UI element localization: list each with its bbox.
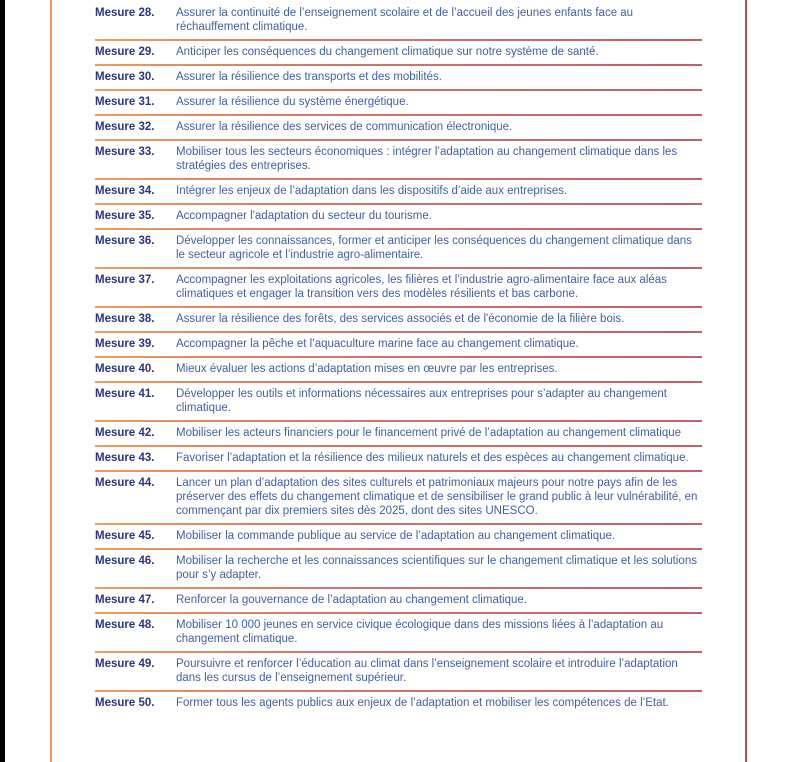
measure-number: Mesure 39. — [95, 338, 155, 350]
measure-row — [95, 692, 702, 715]
measure-row — [95, 2, 702, 39]
measure-text: Assurer la résilience des transports et des mobilités. — [176, 71, 442, 83]
measure-row — [95, 269, 702, 306]
measure-text: Intégrer les enjeux de l’adaptation dans les dispositifs d’aide aux entreprises. — [176, 185, 568, 197]
measure-text: Assurer la continuité de l’enseignement scolaire et de l’accueil des jeunes enfants face au réchauffement climatique. — [176, 7, 634, 33]
measure-number: Mesure 28. — [95, 7, 155, 19]
measure-text: Favoriser l’adaptation et la résilience des milieux naturels et des espèces au changement climatique. — [176, 452, 689, 464]
measure-number: Mesure 43. — [95, 452, 155, 464]
measure-text: Assurer la résilience des services de communication électronique. — [176, 121, 513, 133]
measure-number: Mesure 30. — [95, 71, 155, 83]
measure-row — [95, 614, 702, 651]
measure-row — [95, 525, 702, 548]
measure-text: Développer les connaissances, former et anticiper les conséquences du changement climatique dans le secteur agricole et l’industrie agro-alimentaire. — [176, 235, 692, 261]
measure-number: Mesure 34. — [95, 185, 155, 197]
measure-row — [95, 205, 702, 228]
measure-row — [95, 447, 702, 470]
measures-list — [95, 2, 702, 715]
measure-number: Mesure 42. — [95, 427, 155, 439]
left-vertical-rule — [50, 0, 52, 762]
measure-text: Assurer la résilience du système énergétique. — [176, 96, 409, 108]
measure-number: Mesure 36. — [95, 235, 155, 247]
measure-text: Poursuivre et renforcer l’éducation au climat dans l’enseignement scolaire et introduire l’adaptation dans les cursus de l’enseignement supérieur. — [176, 658, 678, 684]
measure-number: Mesure 38. — [95, 313, 155, 325]
measure-text: Mobiliser les acteurs financiers pour le financement privé de l’adaptation au changement climatique — [176, 427, 682, 439]
measure-number: Mesure 40. — [95, 363, 155, 375]
measure-number: Mesure 45. — [95, 530, 155, 542]
measure-text: Accompagner les exploitations agricoles, les filières et l’industrie agro-alimentaire face aux aléas climatiques et engager la transition vers des modèles résilients et bas carbone. — [176, 274, 667, 300]
measure-text: Accompagner l'adaptation du secteur du tourisme. — [176, 210, 432, 222]
measure-text: Mobiliser la recherche et les connaissances scientifiques sur le changement climatique et les solutions pour s’y adapter. — [176, 555, 697, 581]
measure-number: Mesure 46. — [95, 555, 155, 567]
measure-number: Mesure 50. — [95, 697, 155, 709]
measure-number: Mesure 41. — [95, 388, 155, 400]
right-vertical-rule — [745, 0, 747, 762]
measure-row — [95, 308, 702, 331]
measure-number: Mesure 44. — [95, 477, 155, 489]
measure-number: Mesure 32. — [95, 121, 155, 133]
measure-text: Mobiliser la commande publique au service de l’adaptation au changement climatique. — [176, 530, 616, 542]
page-edge-bar — [0, 0, 5, 762]
measure-row — [95, 653, 702, 690]
measure-row — [95, 141, 702, 178]
measure-text: Mobiliser tous les secteurs économiques : intégrer l’adaptation au changement climatique dans les stratégies des entreprises. — [176, 146, 678, 172]
measure-number: Mesure 37. — [95, 274, 155, 286]
measure-row — [95, 230, 702, 267]
measure-row — [95, 589, 702, 612]
measure-number: Mesure 31. — [95, 96, 155, 108]
measure-number: Mesure 35. — [95, 210, 155, 222]
measure-row — [95, 550, 702, 587]
measure-text: Accompagner la pêche et l’aquaculture marine face au changement climatique. — [176, 338, 579, 350]
measure-number: Mesure 47. — [95, 594, 155, 606]
measure-number: Mesure 33. — [95, 146, 155, 158]
measure-text: Développer les outils et informations nécessaires aux entreprises pour s’adapter au changement climatique. — [176, 388, 667, 414]
measure-text: Renforcer la gouvernance de l’adaptation au changement climatique. — [176, 594, 527, 606]
measure-row — [95, 91, 702, 114]
measure-row — [95, 472, 702, 523]
measure-text: Assurer la résilience des forêts, des services associés et de l'économie de la filière bois. — [176, 313, 625, 325]
measure-text: Mieux évaluer les actions d’adaptation mises en œuvre par les entreprises. — [176, 363, 558, 375]
measure-row — [95, 66, 702, 89]
measure-text: Former tous les agents publics aux enjeux de l’adaptation et mobiliser les compétences de l’Etat. — [176, 697, 669, 709]
measure-number: Mesure 48. — [95, 619, 155, 631]
measure-text: Anticiper les conséquences du changement climatique sur notre système de santé. — [176, 46, 599, 58]
measure-number: Mesure 49. — [95, 658, 155, 670]
measure-text: Mobiliser 10 000 jeunes en service civique écologique dans des missions liées à l’adaptation au changement climatique. — [176, 619, 664, 645]
measure-row — [95, 116, 702, 139]
measure-row — [95, 358, 702, 381]
measure-row — [95, 180, 702, 203]
measure-row — [95, 422, 702, 445]
measure-text: Lancer un plan d’adaptation des sites culturels et patrimoniaux majeurs pour notre pays afin de les préserver des effets du changement climatique et de sensibiliser le grand public à leur vulnérabilité, en commençant par dix premiers sites dès 2025, dont des sites UNESCO. — [176, 477, 698, 517]
measure-row — [95, 333, 702, 356]
measure-row — [95, 383, 702, 420]
measure-number: Mesure 29. — [95, 46, 155, 58]
measure-row — [95, 41, 702, 64]
